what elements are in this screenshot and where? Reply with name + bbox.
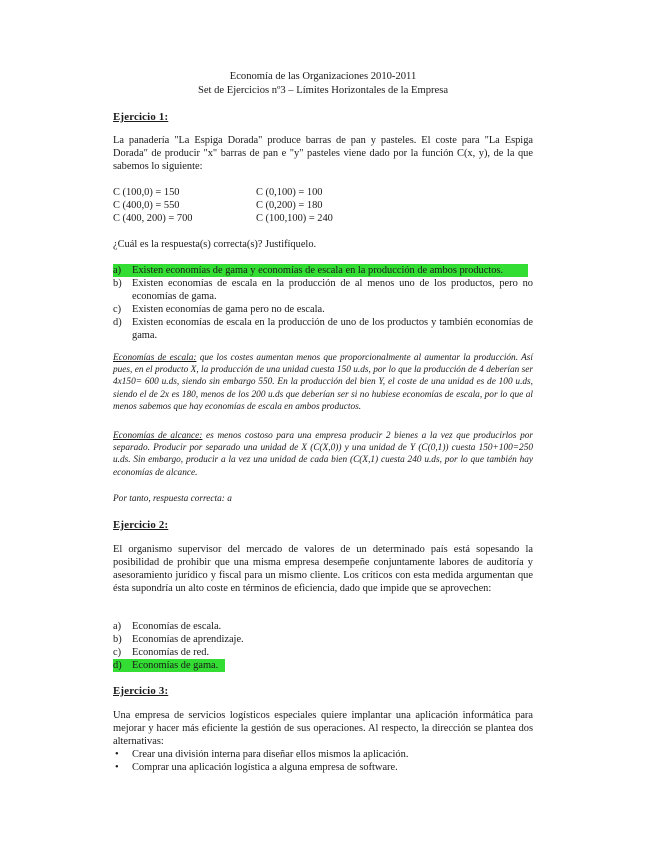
option-label: a): [113, 265, 122, 276]
cost-cell: C (100,0) = 150: [113, 187, 180, 198]
option-label: a): [113, 621, 122, 632]
bullet-item: [113, 761, 533, 774]
scale-heading: Economías de escala:: [113, 353, 197, 363]
bullet-item: [113, 748, 533, 761]
option-label: b): [113, 634, 122, 645]
cost-table: [113, 186, 533, 225]
option-text: Economías de red.: [132, 647, 210, 658]
option-label: d): [113, 317, 122, 328]
exercise-3-statement: Una empresa de servicios logísticos especiales quiere implantar una aplicación informática para mejorar y hacer más eficiente la gestión de sus operaciones. Al respecto, la dirección se plantea dos alternativas:: [113, 710, 533, 747]
conclusion: Por tanto, respuesta correcta: a: [113, 494, 232, 504]
set-title: Set de Ejercicios nº3 – Límites Horizontales de la Empresa: [197, 85, 449, 96]
exercise-1-statement: La panadería "La Espiga Dorada" produce barras de pan y pasteles. El coste para "La Espiga Dorada" de producir "x" barras de pan e "y" pasteles viene dado por la función C(x, y), de la que sabemos lo siguiente:: [113, 135, 533, 172]
bullet-text: Comprar una aplicación logística a alguna empresa de software.: [132, 762, 398, 773]
option-a: [113, 264, 533, 277]
exercise-2-title: Ejercicio 2:: [113, 519, 169, 531]
option-d: [113, 316, 533, 342]
cost-cell: C (400, 200) = 700: [113, 213, 193, 224]
option-c: [113, 646, 533, 659]
scope-heading: Economías de alcance:: [113, 431, 203, 441]
option-c: [113, 303, 533, 316]
option-label: c): [113, 647, 122, 658]
option-text: Existen economías de escala en la producción de al menos uno de los productos, pero no economías de gama.: [132, 278, 533, 302]
exercise-1-options: [113, 264, 533, 342]
scope-text: es menos costoso para una empresa producir 2 bienes a la vez que producirlos por separado. Producir por separado una unidad de X (C(X,0)) y una unidad de Y (C(0,1)) cuesta 150+100=250 u.ds. Sin embargo, producir a la vez una unidad de cada bien (C(X,1) cuesta 240 u.ds, por lo que también hay economías de alcance.: [113, 431, 533, 478]
scope-explanation: [113, 430, 533, 479]
exercise-3-bullets: [113, 748, 533, 774]
cost-row: [113, 186, 533, 199]
option-b: [113, 277, 533, 303]
scale-text: que los costes aumentan menos que proporcionalmente al aumentar la producción. Así pues, en el producto X, la producción de una unidad cuesta 150 u.ds, por lo que la producción de 4 deberían ser 4x150= 600 u.ds, siendo sin embargo 550. En la producción del bien Y, el coste de una unidad es de 100 u.ds, siendo el de 2x es 180, menos de los 200 u.ds que deberían ser si no hubiese economías de escala, por lo que al menos sabemos que hay economías de escala en ambos productos.: [113, 353, 533, 412]
exercise-2-statement: El organismo supervisor del mercado de valores de un determinado país está sopesando la posibilidad de prohibir que una misma empresa desempeñe conjuntamente labores de auditoría y asesoramiento jurídico y fiscal para un mismo cliente. Los críticos con esta medida argumentan que ésta supondría un alto coste en términos de eficiencia, dado que impide que se aprovechen:: [113, 544, 533, 594]
exercise-1-title: Ejercicio 1:: [113, 111, 169, 123]
course-title: Economía de las Organizaciones 2010-2011: [229, 71, 417, 82]
option-text: Existen economías de escala en la producción de uno de los productos y también economías de gama.: [132, 317, 533, 341]
exercise-1-question: ¿Cuál es la respuesta(s) correcta(s)? Justifíquelo.: [113, 239, 317, 250]
option-text: Economías de escala.: [132, 621, 222, 632]
option-label: b): [113, 278, 122, 289]
option-text: Existen economías de gama pero no de escala.: [132, 304, 325, 315]
bullet-icon: •: [115, 749, 119, 760]
option-text: Existen economías de gama y economías de escala en la producción de ambos productos.: [132, 265, 504, 276]
option-label: c): [113, 304, 122, 315]
exercise-3-title: Ejercicio 3:: [113, 685, 169, 697]
cost-cell: C (400,0) = 550: [113, 200, 180, 211]
scale-explanation: [113, 352, 533, 413]
cost-row: [113, 212, 533, 225]
cost-row: [113, 199, 533, 212]
exercise-2-options: [113, 620, 533, 672]
option-text: Economías de gama.: [132, 660, 219, 671]
option-label: d): [113, 660, 122, 671]
bullet-text: Crear una división interna para diseñar ellos mismos la aplicación.: [132, 749, 409, 760]
option-d: [113, 659, 533, 672]
cost-cell: C (0,100) = 100: [256, 187, 323, 198]
option-a: [113, 620, 533, 633]
cost-cell: C (100,100) = 240: [256, 213, 333, 224]
cost-cell: C (0,200) = 180: [256, 200, 323, 211]
option-b: [113, 633, 533, 646]
option-text: Economías de aprendizaje.: [132, 634, 244, 645]
bullet-icon: •: [115, 762, 119, 773]
